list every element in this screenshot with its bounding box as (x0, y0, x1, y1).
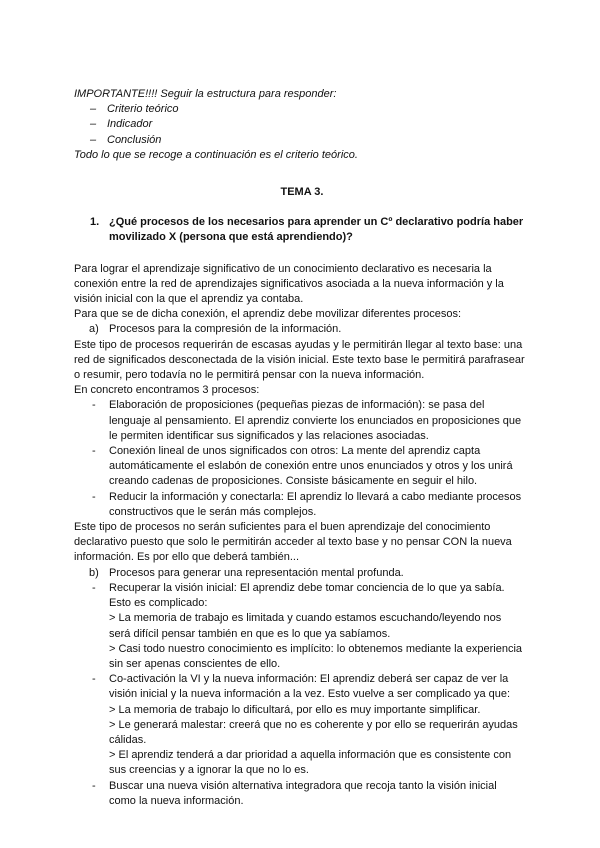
section-a-label: a) (89, 323, 99, 336)
text-line: - Conexión lineal de unos significados con otros: La mente del aprendiz capta (109, 445, 481, 458)
structure-item-conclusion: – Conclusión (74, 133, 530, 148)
text-line: sus creencias y a ignorar la que no lo es. (109, 764, 309, 777)
text-line: sin ser apenas conscientes de ello. (109, 657, 281, 670)
question-line: ¿Qué procesos de los necesarios para aprender un Cº declarativo podría haber (109, 216, 524, 229)
text-line: automáticamente el eslabón de conexión entre unos enunciados y otros y los unirá (109, 460, 513, 473)
section-a-after (74, 520, 530, 566)
text-line: Para lograr el aprendizaje significativo de un conocimiento declarativo es necesaria la (74, 262, 492, 275)
text-line: > El aprendiz tenderá a dar prioridad a aquella información que es consistente con (109, 749, 512, 762)
text-line: > La memoria de trabajo lo dificultará, por ello es muy importante simplificar. (109, 703, 481, 716)
text-line: creando cadenas de proposiciones. Consiste básicamente en seguir el hilo. (109, 475, 478, 488)
question-1 (74, 215, 530, 245)
criterio-note: Todo lo que se recoge a continuación es el criterio teórico. (74, 148, 358, 161)
list-item (74, 490, 530, 520)
list-item (74, 444, 530, 490)
intro-paragraph (74, 262, 530, 323)
section-a-title: Procesos para la compresión de la información. (109, 323, 342, 336)
text-line: Para que se de dicha conexión, el aprendiz debe movilizar diferentes procesos: (74, 308, 462, 321)
text-line: conexión entre la red de aprendizajes significativos asociada a la nueva información y la (74, 277, 504, 290)
section-a-description (74, 338, 530, 399)
question-number: 1. (90, 216, 100, 229)
text-line: red de significados desconectada de la visión inicial. Este texto base le permitirá parafrasear (74, 353, 525, 366)
text-line: En concreto encontramos 3 procesos: (74, 384, 260, 397)
important-note: IMPORTANTE!!!! Seguir la estructura para responder: (74, 88, 337, 100)
list-item (74, 672, 530, 778)
text-line: - Buscar una nueva visión alternativa integradora que recoja tanto la visión inicial (109, 779, 497, 792)
text-line: visión inicial con la que el aprendiz ya contaba. (74, 293, 304, 306)
text-line: > La memoria de trabajo es limitada y cuando estamos escuchando/leyendo nos (109, 612, 502, 625)
list-item (74, 779, 530, 809)
text-line: le permiten identificar sus significados y las relaciones asociadas. (109, 429, 429, 442)
text-line: o resumir, pero todavía no le permitirá pensar con la nueva información. (74, 369, 425, 382)
text-line: será difícil pensar también en que es lo que ya sabíamos. (109, 627, 391, 640)
text-line: - Reducir la información y conectarla: El aprendiz lo llevará a cabo mediante procesos (109, 490, 522, 503)
text-line: como la nueva información. (109, 794, 244, 807)
structure-item-indicador: – Indicador (74, 117, 530, 132)
section-b-title: Procesos para generar una representación mental profunda. (109, 566, 404, 579)
list-item (74, 581, 530, 672)
text-line: Este tipo de procesos requerirán de escasas ayudas y le permitirán llegar al texto base: una (74, 338, 523, 351)
text-line: - Co-activación la VI y la nueva información: El aprendiz deberá ser capaz de ver la (109, 673, 509, 686)
document-page (74, 87, 530, 809)
text-line: > Casi todo nuestro conocimiento es implícito: lo obtenemos mediante la experiencia (109, 642, 523, 655)
text-line: declarativo puesto que solo le permitirán acceder al texto base y no pensar CON la nueva (74, 536, 512, 549)
text-line: cálidas. (109, 733, 147, 746)
section-b-heading (74, 566, 530, 581)
text-line: - Recuperar la visión inicial: El aprendiz debe tomar conciencia de lo que ya sabía. (109, 581, 505, 594)
list-item (74, 398, 530, 444)
text-line: visión inicial y la nueva información a la vez. Esto vuelve a ser complicado ya que: (109, 688, 511, 701)
text-line: información. Es por ello que deberá también... (74, 551, 300, 564)
text-line: Este tipo de procesos no serán suficientes para el buen aprendizaje del conocimiento (74, 521, 491, 534)
section-b-label: b) (89, 566, 99, 579)
document-title: TEMA 3. (280, 186, 324, 199)
structure-item-criterio: – Criterio teórico (74, 102, 530, 117)
question-line: movilizado X (persona que está aprendiendo)? (109, 231, 353, 244)
section-a-heading (74, 322, 530, 337)
text-line: > Le generará malestar: creerá que no es coherente y por ello se requerirán ayudas (109, 718, 518, 731)
text-line: Esto es complicado: (109, 597, 208, 610)
text-line: - Elaboración de proposiciones (pequeñas piezas de información): se pasa del (109, 399, 485, 412)
text-line: lenguaje al pensamiento. El aprendiz convierte los enunciados en proposiciones que (109, 414, 522, 427)
text-line: constructivos que le serán más complejos. (109, 505, 317, 518)
